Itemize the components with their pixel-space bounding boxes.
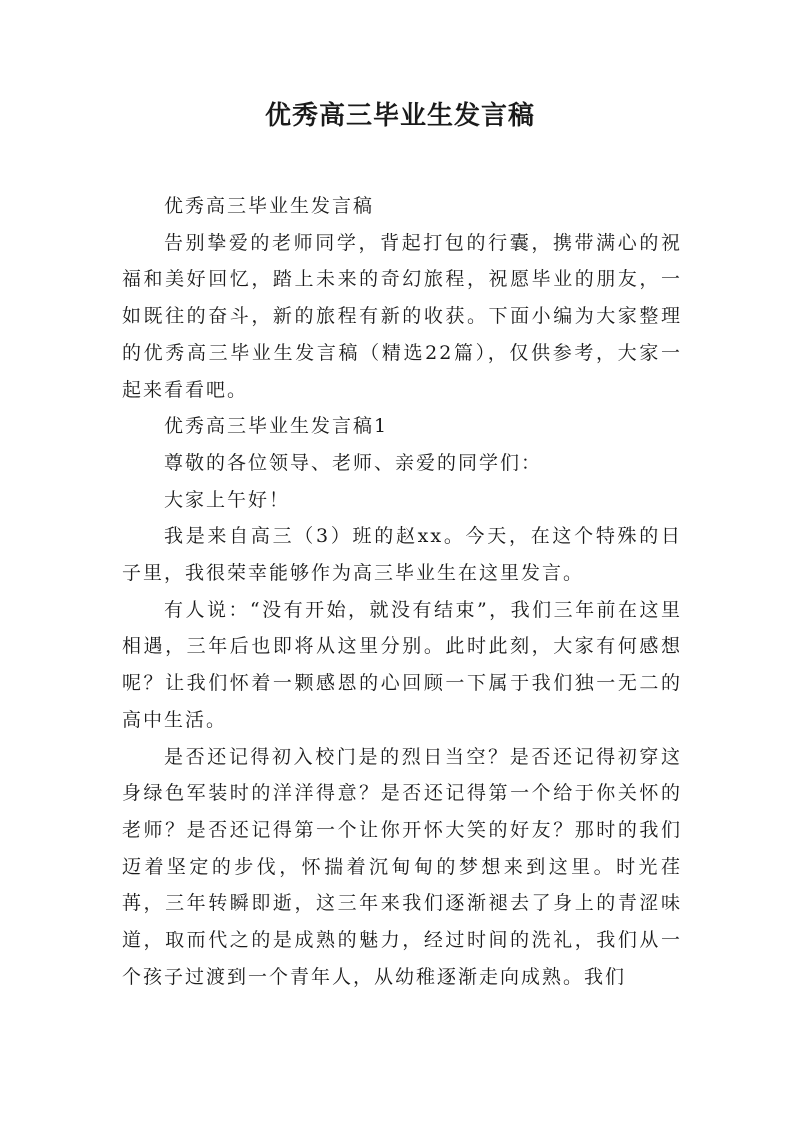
paragraph-self-introduction: 我是来自高三（3）班的赵xx。今天，在这个特殊的日子里，我很荣幸能够作为高三毕业生在这里发言。 [122,525,682,585]
paragraph-section-heading: 优秀高三毕业生发言稿1 [164,415,389,438]
paragraph-subtitle: 优秀高三毕业生发言稿 [164,195,375,217]
document-body [122,188,682,995]
paragraph-salutation: 尊敬的各位领导、老师、亲爱的同学们： [164,451,543,474]
paragraph-memories: 是否还记得初入校门是的烈日当空？是否还记得初穿这身绿色军装时的洋洋得意？是否还记得第一个给于你关怀的老师？是否还记得第一个让你开怀大笑的好友？那时的我们迈着坚定的步伐，怀揣着沉甸甸的梦想来到这里。时光荏苒，三年转瞬即逝，这三年来我们逐渐褪去了身上的青涩味道，取而代之的是成熟的魅力，经过时间的洗礼，我们从一个孩子过渡到一个青年人，从幼稚逐渐走向成熟。我们 [122,745,682,988]
paragraph-intro: 告别挚爱的老师同学，背起打包的行囊，携带满心的祝福和美好回忆，踏上未来的奇幻旅程，祝愿毕业的朋友，一如既往的奋斗，新的旅程有新的收获。下面小编为大家整理的优秀高三毕业生发言稿（精选22篇），仅供参考，大家一起来看看吧。 [122,231,682,401]
paragraph-greeting: 大家上午好！ [164,488,291,511]
paragraph-reflection: 有人说：“没有开始，就没有结束”，我们三年前在这里相遇，三年后也即将从这里分别。此时此刻，大家有何感想呢？让我们怀着一颗感恩的心回顾一下属于我们独一无二的高中生活。 [122,598,682,731]
document-title: 优秀高三毕业生发言稿 [264,101,535,131]
